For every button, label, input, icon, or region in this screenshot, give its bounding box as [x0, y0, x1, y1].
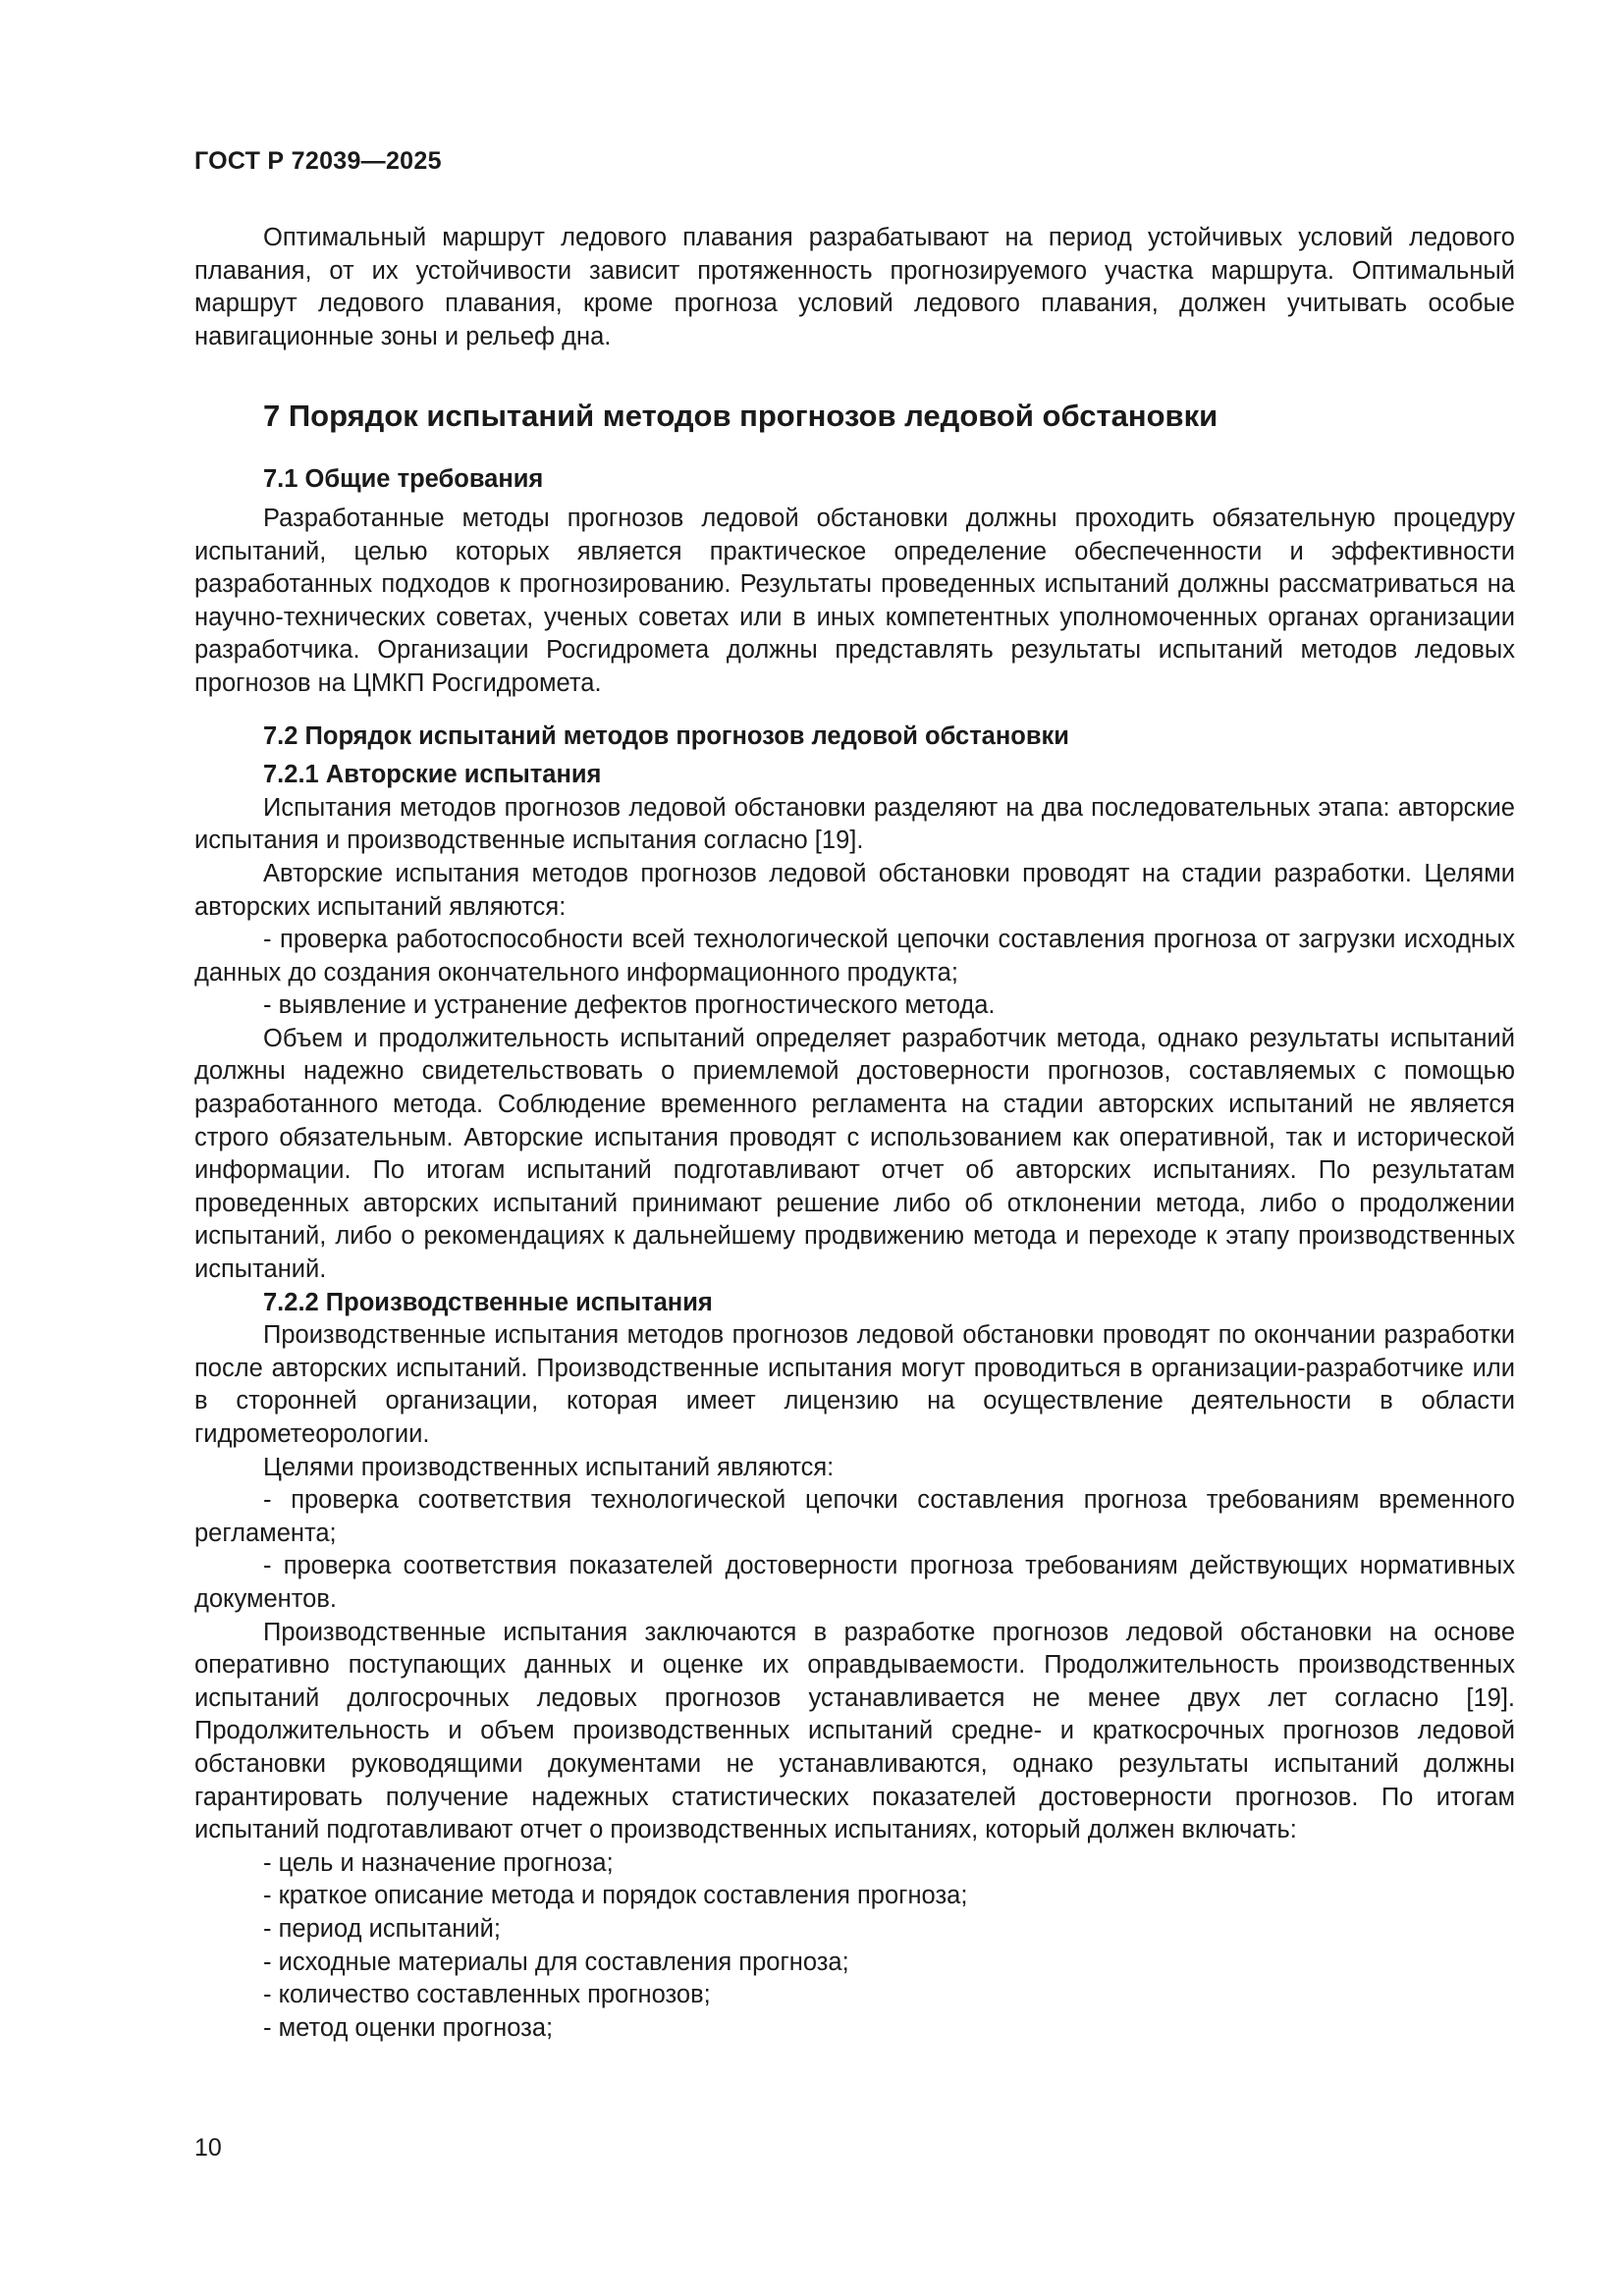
section-7-1-paragraph: Разработанные методы прогнозов ледовой обстановки должны проходить обязательную процедуру испытаний, целью которых является практическое определение обеспеченности и эффективности разработанных подходов к прогнозированию. Результаты проведенных испытаний должны рассматриваться на научно-технических советах, ученых советах или в иных компетентных уполномоченных органах организации разработчика. Организации Росгидромета должны представлять результаты испытаний методов ледовых прогнозов на ЦМКП Росгидромета.: [194, 504, 1515, 697]
page-number: 10: [194, 2134, 222, 2162]
list-item: - период испытаний;: [263, 1914, 501, 1943]
section-7-2-1-title: 7.2.1 Авторские испытания: [263, 761, 602, 789]
list-item: - цель и назначение прогноза;: [263, 1848, 614, 1877]
section-7-2-2-paragraph-2: Целями производственных испытаний являются:: [263, 1453, 835, 1481]
section-7-1-title: 7.1 Общие требования: [263, 465, 544, 494]
list-item: - краткое описание метода и порядок составления прогноза;: [263, 1882, 968, 1910]
list-item: - проверка соответствия технологической цепочки составления прогноза требованиям временного регламента;: [194, 1486, 1515, 1547]
section-7-2-1-paragraph-1: Испытания методов прогнозов ледовой обстановки разделяют на два последовательных этапа: авторские испытания и производственные испытания согласно [19].: [194, 793, 1515, 855]
list-item: - исходные материалы для составления прогноза;: [263, 1948, 849, 1976]
list-item: - выявление и устранение дефектов прогностического метода.: [263, 991, 996, 1020]
section-7-2-1-paragraph-3: Объем и продолжительность испытаний определяет разработчик метода, однако результаты испытаний должны надежно свидетельствовать о приемлемой достоверности прогнозов, составляемых с помощью разработанного метода. Соблюдение временного регламента на стадии авторских испытаний не является строго обязательным. Авторские испытания проводят с использованием как оперативной, так и исторической информации. По итогам испытаний подготавливают отчет об авторских испытаниях. По результатам проведенных авторских испытаний принимают решение либо об отклонении метода, либо о продолжении испытаний, либо о рекомендациях к дальнейшему продвижению метода и переходе к этапу производственных испытаний.: [194, 1024, 1515, 1284]
section-7-title: 7 Порядок испытаний методов прогнозов ледовой обстановки: [263, 399, 1218, 434]
document-body: [194, 222, 1515, 2045]
document-code-header: ГОСТ Р 72039—2025: [194, 147, 442, 175]
list-item: - проверка работоспособности всей технологической цепочки составления прогноза от загрузки исходных данных до создания окончательного информационного продукта;: [194, 926, 1515, 987]
list-item: - метод оценки прогноза;: [263, 2013, 554, 2042]
section-7-2-title: 7.2 Порядок испытаний методов прогнозов ледовой обстановки: [263, 721, 1069, 750]
section-7-2-2-paragraph-3: Производственные испытания заключаются в разработке прогнозов ледовой обстановки на основе оперативно поступающих данных и оценке их оправдываемости. Продолжительность производственных испытаний долгосрочных ледовых прогнозов устанавливается не менее двух лет согласно [19]. Продолжительность и объем производственных испытаний средне- и краткосрочных прогнозов ледовой обстановки руководящими документами не устанавливаются, однако результаты испытаний должны гарантировать получение надежных статистических показателей достоверности прогнозов. По итогам испытаний подготавливают отчет о производственных испытаниях, который должен включать:: [194, 1618, 1515, 1844]
section-7-2-1-paragraph-2: Авторские испытания методов прогнозов ледовой обстановки проводят на стадии разработки. Целями авторских испытаний являются:: [194, 859, 1515, 921]
intro-paragraph: Оптимальный маршрут ледового плавания разрабатывают на период устойчивых условий ледового плавания, от их устойчивости зависит протяженность прогнозируемого участка маршрута. Оптимальный маршрут ледового плавания, кроме прогноза условий ледового плавания, должен учитывать особые навигационные зоны и рельеф дна.: [194, 224, 1515, 350]
section-7-2-2-paragraph-1: Производственные испытания методов прогнозов ледовой обстановки проводят по окончании разработки после авторских испытаний. Производственные испытания могут проводиться в организации-разработчике или в сторонней организации, которая имеет лицензию на осуществление деятельности в области гидрометеорологии.: [194, 1321, 1515, 1448]
list-item: - количество составленных прогнозов;: [263, 1981, 711, 2009]
section-7-2-2-title: 7.2.2 Производственные испытания: [263, 1288, 713, 1316]
list-item: - проверка соответствия показателей достоверности прогноза требованиям действующих нормативных документов.: [194, 1552, 1515, 1613]
